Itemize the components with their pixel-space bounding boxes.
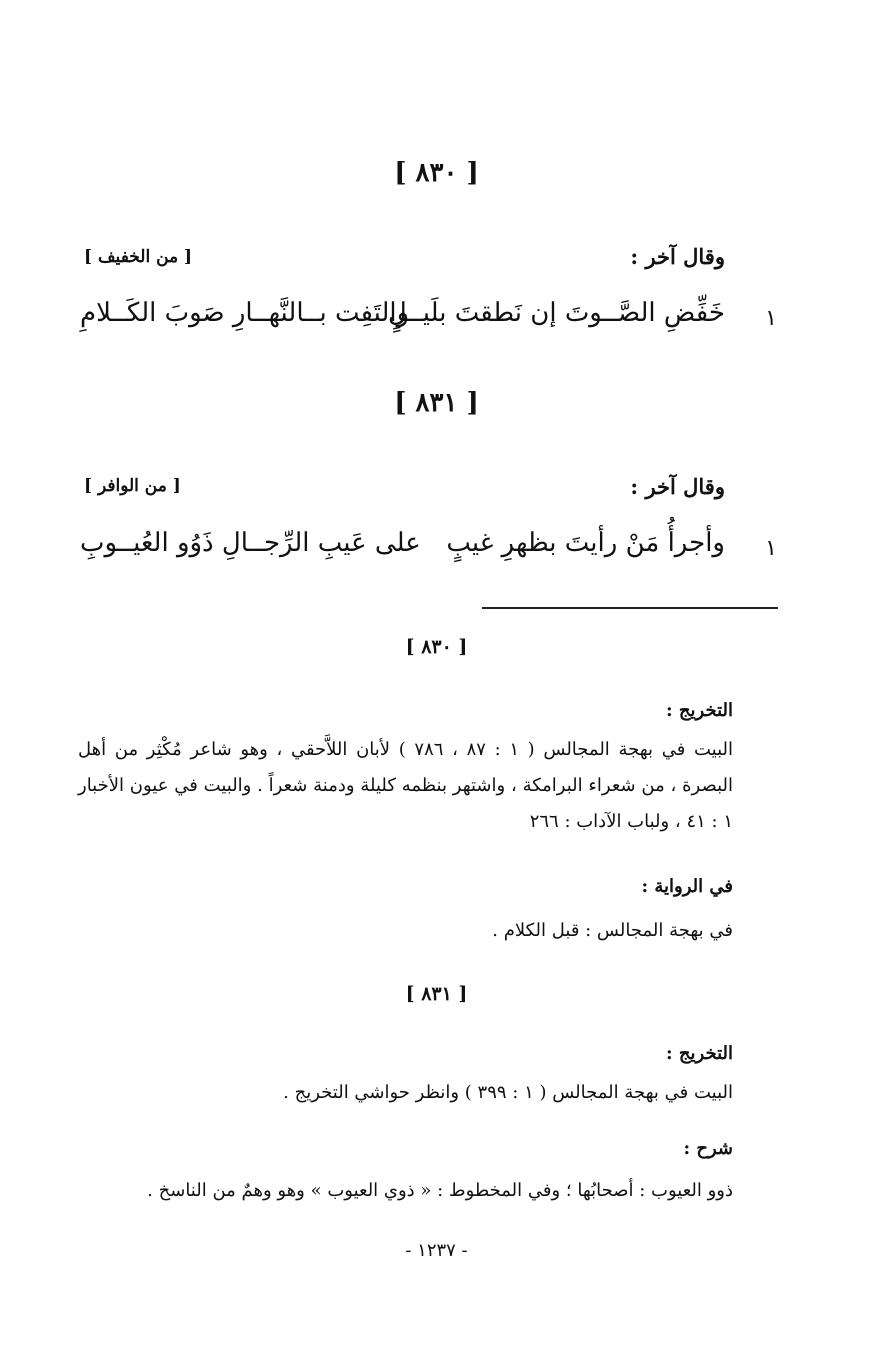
- page-number: - ١٢٣٧ -: [405, 1240, 468, 1261]
- verse-hemistich-first: وأجرأُ مَنْ رأيتَ بظهرِ غيبٍ: [446, 528, 725, 558]
- poem-meter: [ من الخفيف ]: [84, 247, 193, 267]
- takhrij-heading: التخريج :: [665, 1043, 733, 1064]
- footnote-divider: [482, 607, 778, 609]
- poem-intro: وقال آخر :: [630, 244, 725, 269]
- verse-hemistich-second: على عَيبِ الرِّجــالِ ذَوُو العُيــوبِ: [80, 528, 421, 558]
- verse-number: ١: [765, 306, 777, 331]
- sharh-heading: شرح :: [683, 1138, 733, 1159]
- poem-meter: [ من الوافر ]: [84, 476, 181, 496]
- takhrij-text: البيت في بهجة المجالس ( ١ : ٣٩٩ ) وانظر حواشي التخريج .: [283, 1082, 733, 1103]
- takhrij-heading: التخريج :: [665, 700, 733, 721]
- riwaya-heading: في الرواية :: [641, 876, 733, 897]
- note-number: [ ٨٣١ ]: [405, 983, 468, 1005]
- riwaya-text: في بهجة المجالس : قبل الكلام .: [492, 920, 733, 941]
- verse-hemistich-first: خَفِّضِ الصَّــوتَ إن نَطقتَ بلَيــلٍ: [387, 298, 725, 328]
- takhrij-text: البيت في بهجة المجالس ( ١ : ٨٧ ، ٧٨٦ ) لأبان اللاَّحقي ، وهو شاعر مُكْثِر من أهل البصرة ، من شعراء البرامكة ، واشتهر بنظمه كليلة ودمنة شعراً . والبيت في عيون الأخبار ١ : ٤١ ، ولباب الآداب : ٢٦٦: [78, 739, 734, 832]
- note-number: [ ٨٣٠ ]: [405, 636, 468, 658]
- poem-intro: وقال آخر :: [630, 474, 725, 499]
- sharh-text: ذوو العيوب : أصحابُها ؛ وفي المخطوط : « ذوي العيوب » وهو وهمٌ من الناسخ .: [147, 1180, 733, 1201]
- verse-hemistich-second: والتَفِت بــالنَّهــارِ صَوبَ الكَــلامِ: [80, 298, 410, 328]
- poem-number: [ ٨٣٠ ]: [394, 158, 479, 188]
- poem-number: [ ٨٣١ ]: [394, 388, 479, 418]
- verse-number: ١: [765, 536, 777, 561]
